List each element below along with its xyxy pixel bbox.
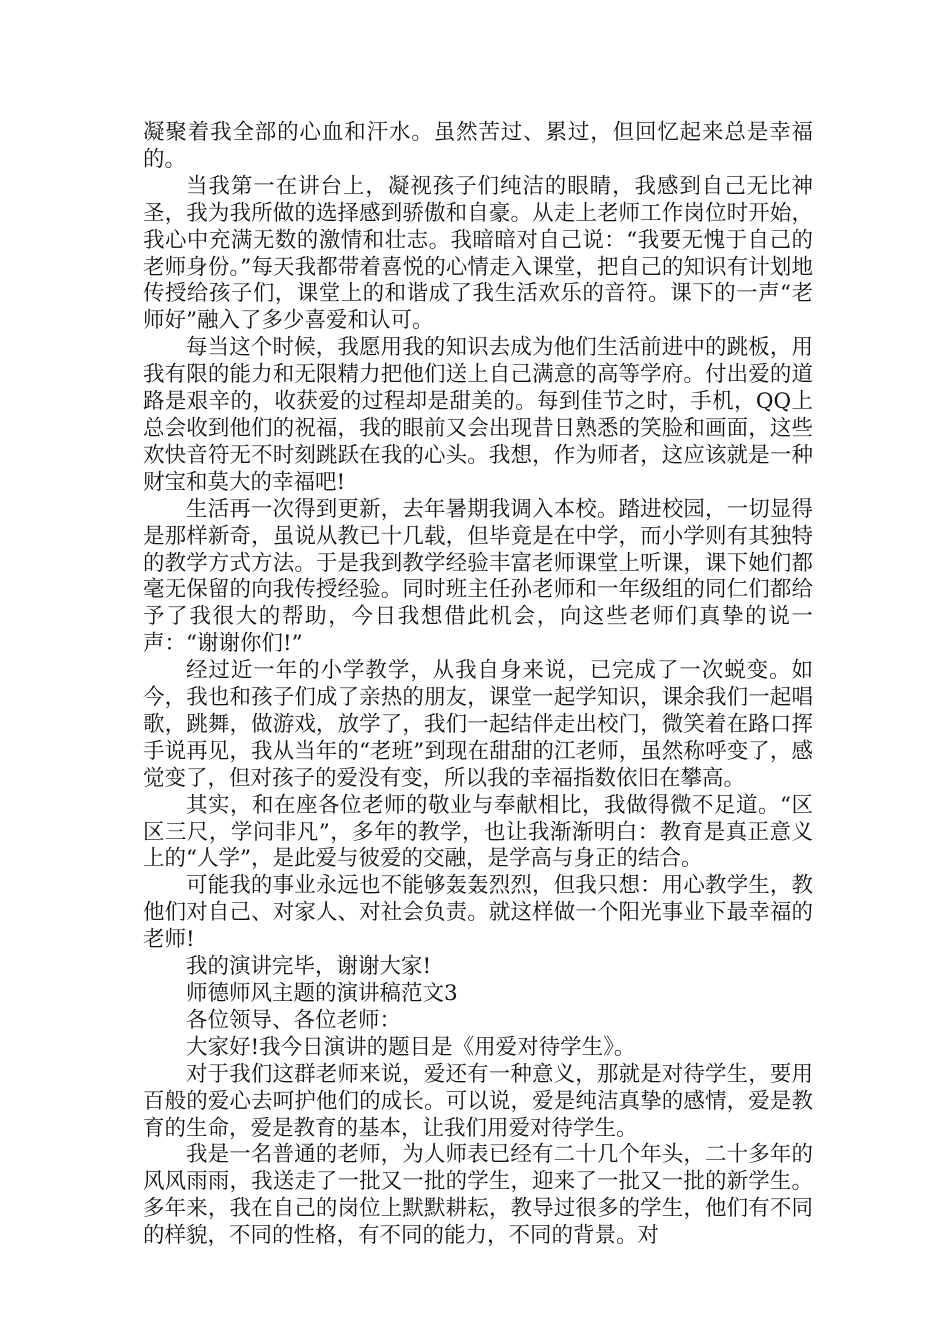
paragraph: 经过近一年的小学教学，从我自身来说，已完成了一次蜕变。如今，我也和孩子们成了亲热的朋友，课堂一起学知识，课余我们一起唱歌，跳舞，做游戏，放学了，我们一起结伴走出校门，微笑着在路口挥手说再见，我从当年的“老班”到现在甜甜的江老师，虽然称呼变了，感觉变了，但对孩子的爱没有变，所以我的幸福指数依旧在攀高。 (143, 658, 813, 791)
speech-title-line: 大家好!我今日演讲的题目是《用爱对待学生》。 (186, 1034, 636, 1060)
paragraph: 生活再一次得到更新，去年暑期我调入本校。踏进校园，一切显得是那样新奇，虽说从教已十几载，但毕竟是在中学，而小学则有其独特的教学方式方法。于是我到教学经验丰富老师课堂上听课，课下她们都毫无保留的向我传授经验。同时班主任孙老师和一年级组的同仁们都给予了我很大的帮助，今日我想借此机会，向这些老师们真挚的说一声：“谢谢你们!” (143, 496, 813, 657)
paragraph: 当我第一在讲台上，凝视孩子们纯洁的眼睛，我感到自己无比神圣，我为我所做的选择感到骄傲和自豪。从走上老师工作岗位时开始，我心中充满无数的激情和壮志。我暗暗对自己说：“我要无愧于自己的老师身份。”每天我都带着喜悦的心情走入课堂，把自己的知识有计划地传授给孩子们，课堂上的和谐成了我生活欢乐的音符。课下的一声“老师好”融入了多少喜爱和认可。 (143, 173, 813, 334)
paragraph: 对于我们这群老师来说，爱还有一种意义，那就是对待学生，要用百般的爱心去呵护他们的成长。可以说，爱是纯洁真挚的感情，爱是教育的生命，爱是教育的基本，让我们用爱对待学生。 (143, 1061, 813, 1141)
paragraph: 凝聚着我全部的心血和汗水。虽然苦过、累过，但回忆起来总是幸福的。 (143, 120, 813, 172)
paragraph: 其实，和在座各位老师的敬业与奉献相比，我做得微不足道。“区区三尺，学问非凡”，多年的教学，也让我渐渐明白：教育是真正意义上的“人学”，是此爱与彼爱的交融，是学高与身正的结合。 (143, 792, 813, 872)
section-heading: 师德师风主题的演讲稿范文3 (186, 981, 458, 1006)
closing-line: 我的演讲完毕，谢谢大家! (186, 954, 432, 980)
salutation: 各位领导、各位老师： (186, 1007, 402, 1033)
paragraph: 每当这个时候，我愿用我的知识去成为他们生活前进中的跳板，用我有限的能力和无限精力把他们送上自己满意的高等学府。付出爱的道路是艰辛的，收获爱的过程却是甜美的。每到佳节之时，手机，QQ上总会收到他们的祝福，我的眼前又会出现昔日熟悉的笑脸和画面，这些欢快音符无不时刻跳跃在我的心头。我想，作为师者，这应该就是一种财宝和莫大的幸福吧! (143, 335, 813, 495)
paragraph: 我是一名普通的老师，为人师表已经有二十几个年头，二十多年的风风雨雨，我送走了一批又一批的学生，迎来了一批又一批的新学生。多年来，我在自己的岗位上默默耕耘，教导过很多的学生，他们有不同的样貌，不同的性格，有不同的能力，不同的背景。对 (143, 1142, 813, 1249)
paragraph: 可能我的事业永远也不能够轰轰烈烈，但我只想：用心教学生，教他们对自己、对家人、对社会负责。就这样做一个阳光事业下最幸福的老师! (143, 873, 813, 953)
document-body (143, 120, 813, 1250)
